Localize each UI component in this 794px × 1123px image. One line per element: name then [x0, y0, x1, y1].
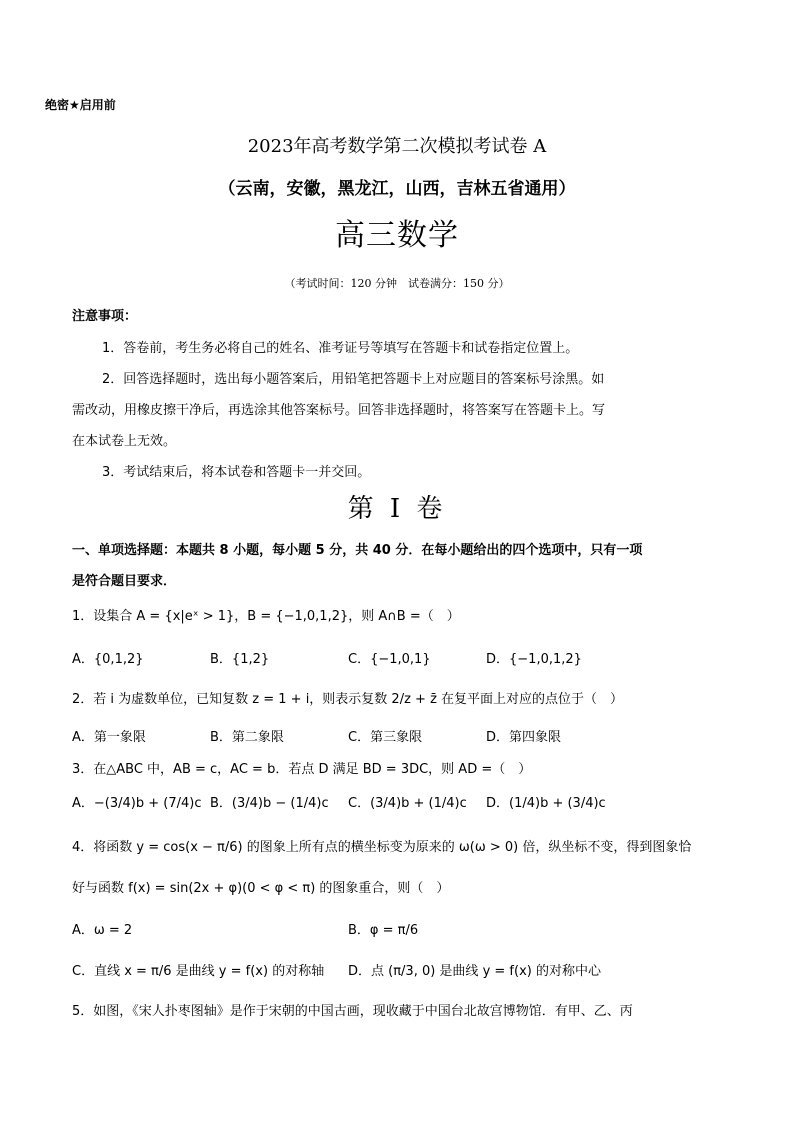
question-4-option-d: D．点 (π/3, 0) 是曲线 y = f(x) 的对称中心 [348, 964, 601, 979]
notice-item-2-line-3: 在本试卷上无效。 [72, 434, 177, 449]
question-1-stem: 1．设集合 A = {x|eˣ > 1}，B = {−1,0,1,2}，则 A∩B =（ ） [72, 609, 460, 624]
question-3-option-d: D．(1/4)b + (3/4)c [486, 796, 606, 811]
question-2-option-b: B．第二象限 [210, 730, 284, 745]
question-4-option-b: B．φ = π/6 [348, 923, 419, 938]
question-3-option-c: C．(3/4)b + (1/4)c [348, 796, 467, 811]
question-4-option-c: C．直线 x = π/6 是曲线 y = f(x) 的对称轴 [72, 964, 325, 979]
question-4-option-a: A．ω = 2 [72, 923, 133, 938]
notice-item-1: 1．答卷前，考生务必将自己的姓名、准考证号等填写在答题卡和试卷指定位置上。 [102, 341, 579, 356]
question-4-stem-line-1: 4．将函数 y = cos(x − π/6) 的图象上所有点的横坐标变为原来的 ω(ω > 0) 倍，纵坐标不变，得到图象恰 [72, 840, 692, 855]
notice-item-2-line-2: 需改动，用橡皮擦干净后，再选涂其他答案标号。回答非选择题时，将答案写在答题卡上。写 [72, 403, 606, 418]
subject-title: 高三数学 [335, 218, 459, 253]
section-title: 第 I 卷 [347, 494, 447, 524]
notice-item-2-line-1: 2．回答选择题时，选出每小题答案后，用铅笔把答题卡上对应题目的答案标号涂黑。如 [102, 372, 605, 387]
section-instructions-line-1: 一、单项选择题：本题共 8 小题，每小题 5 分，共 40 分．在每小题给出的四个选项中，只有一项 [72, 543, 643, 558]
question-2-stem: 2．若 i 为虚数单位，已知复数 z = 1 + i，则表示复数 2/z + z̄ 在复平面上对应的点位于（ ） [72, 692, 624, 707]
exam-info: （考试时间：120 分钟 试卷满分：150 分） [284, 277, 510, 290]
exam-subtitle: （云南，安徽，黑龙江，山西，吉林五省通用） [218, 179, 576, 199]
question-4-stem-line-2: 好与函数 f(x) = sin(2x + φ)(0 < φ < π) 的图象重合，则（ ） [72, 881, 450, 896]
question-5-stem-line-1: 5．如图，《宋人扑枣图轴》是作于宋朝的中国古画，现收藏于中国台北故宫博物馆．有甲、乙、丙 [72, 1004, 633, 1019]
question-3-option-a: A．−(3/4)b + (7/4)c [72, 796, 202, 811]
confidential-label: 绝密★启用前 [45, 98, 116, 112]
question-1-option-b: B．{1,2} [210, 652, 270, 667]
section-instructions-line-2: 是符合题目要求． [72, 574, 177, 589]
question-1-option-d: D．{−1,0,1,2} [486, 652, 582, 667]
question-1-option-a: A．{0,1,2} [72, 652, 144, 667]
question-2-option-c: C．第三象限 [348, 730, 423, 745]
notice-title: 注意事项： [72, 309, 138, 324]
question-2-option-d: D．第四象限 [486, 730, 562, 745]
exam-title: 2023年高考数学第二次模拟考试卷 A [247, 136, 547, 157]
question-3-option-b: B．(3/4)b − (1/4)c [210, 796, 329, 811]
question-3-stem: 3．在△ABC 中，AB = c，AC = b．若点 D 满足 BD = 3DC，则 AD =（ ） [72, 762, 532, 777]
notice-item-3: 3．考试结束后，将本试卷和答题卡一并交回。 [102, 465, 371, 480]
question-1-option-c: C．{−1,0,1} [348, 652, 431, 667]
question-2-option-a: A．第一象限 [72, 730, 146, 745]
